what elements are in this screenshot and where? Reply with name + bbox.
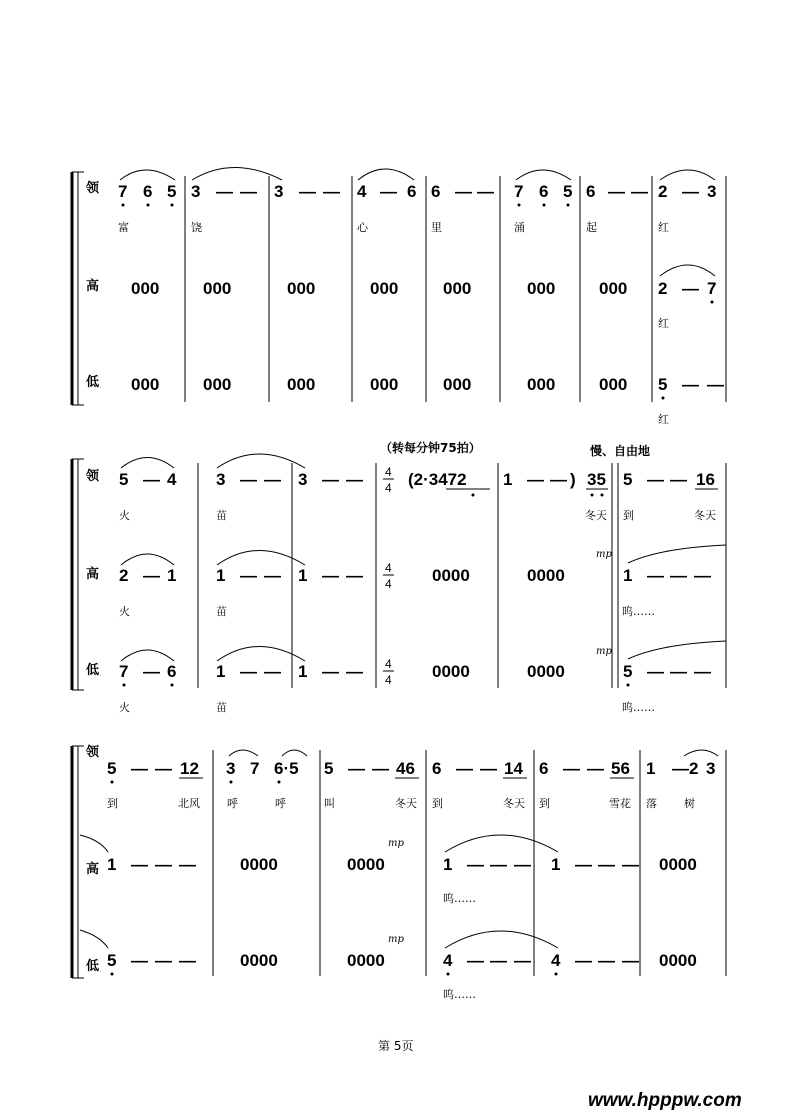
note: 5 [563,182,573,201]
lyric: 到 [539,797,550,810]
note: 3 [216,470,226,489]
note: 3 [226,759,236,778]
rest-group: 000 [599,279,628,298]
note: 1 [298,566,308,585]
dash: — [131,855,148,874]
dash: — [323,182,340,201]
rest-group: 0000 [659,855,697,874]
octave-dots [111,781,281,784]
note: 1 [623,566,633,585]
note: 6 [539,182,549,201]
system-2 [72,440,726,714]
note: 7 [250,759,260,778]
octave-dots [111,973,558,976]
page-number: 第 5页 [378,1039,414,1053]
dash: — [131,951,148,970]
part-label-lead: 领 [86,181,100,196]
dash: — [587,759,604,778]
svg-text:4: 4 [385,465,392,479]
lyric: 红 [658,317,669,330]
note: 3 [707,182,717,201]
note: 5 [107,759,117,778]
dash: — [240,470,257,489]
note: 5 [623,470,633,489]
note: 1 [298,662,308,681]
lyric: 冬天 [585,509,607,522]
part-label-lead: 领 [86,469,100,484]
note: 6 [432,759,442,778]
dash: — [131,759,148,778]
slurs [229,750,718,756]
dash: — [631,182,648,201]
note: 6 [586,182,596,201]
high-row [131,265,716,330]
dash: — [490,855,507,874]
note: 16 [696,470,715,489]
part-label-low: 低 [86,959,100,974]
part-label-low: 低 [86,663,100,678]
slurs [80,930,558,948]
note: 1 [107,855,117,874]
octave-dots [122,204,570,207]
lyric: 北风 [178,797,200,810]
rest-group: 000 [599,375,628,394]
dash: — [647,566,664,585]
note: 1 [216,662,226,681]
rest-group: 000 [527,279,556,298]
note: 4 [443,951,453,970]
dash: — [608,182,625,201]
tempo-marking: （转每分钟75拍） [380,441,481,455]
dash: — [682,182,699,201]
dash: — [563,759,580,778]
high-row [119,545,726,618]
note: 1 [443,855,453,874]
dash: — [348,759,365,778]
lyric: 呼 [227,797,238,810]
svg-text:4: 4 [385,561,392,575]
dash: — [143,470,160,489]
lyric: 到 [107,797,118,810]
note: 14 [504,759,523,778]
time-signature [383,465,394,687]
dash: — [346,470,363,489]
dash: — [694,662,711,681]
lyric: 苗 [216,701,227,714]
dash: — [240,182,257,201]
lyric: 火 [119,509,130,522]
dash: — [322,662,339,681]
low-row [119,641,726,714]
dash: — [682,375,699,394]
part-label-high: 高 [86,862,100,877]
slurs [121,454,305,468]
lyric: 苗 [216,509,227,522]
dash: — [598,855,615,874]
note: 1 [167,566,177,585]
dash: — [240,566,257,585]
system-1 [72,168,726,427]
note: 1 [551,855,561,874]
note: 1 [216,566,226,585]
lyric: 冬天 [395,797,417,810]
note: 3 [191,182,201,201]
part-label-lead: 领 [86,745,100,760]
note: 5 [167,182,177,201]
lyric: 里 [431,221,442,234]
lyric: 红 [658,413,669,426]
dash: — [155,951,172,970]
dash: — [322,566,339,585]
part-label-high: 高 [86,279,100,294]
lead-row [119,454,718,522]
dash: — [216,182,233,201]
dash: — [179,855,196,874]
dash: — [264,662,281,681]
rest-group: 0000 [432,662,470,681]
dash: — [380,182,397,201]
dash: — [346,566,363,585]
lead-row [118,168,716,235]
lyric: 呜…… [622,605,655,618]
dash: — [647,662,664,681]
note: 12 [180,759,199,778]
dash: — [480,759,497,778]
dash: — [670,662,687,681]
system-3 [72,744,726,1001]
note: 7 [514,182,524,201]
lyric: 冬天 [694,509,716,522]
close-paren: ) [570,470,576,489]
rest-group: 000 [203,375,232,394]
lyric: 红 [658,221,669,234]
dash: — [707,375,724,394]
svg-text:4: 4 [385,481,392,495]
note: 6·5 [274,759,299,778]
note: 5 [623,662,633,681]
lyric: 富 [118,221,129,234]
rest-group: 0000 [347,951,385,970]
dash: — [598,951,615,970]
rest-group: 000 [370,279,399,298]
lyric: 饶 [191,221,202,234]
rest-group: 000 [527,375,556,394]
dash: — [467,951,484,970]
dash: — [647,470,664,489]
note: 2 [658,279,668,298]
note: 2 [658,182,668,201]
dash: — [455,182,472,201]
rest-group: 0000 [240,951,278,970]
rest-group: 000 [287,375,316,394]
lyric: 呜…… [443,988,476,1001]
rest-group: 000 [131,375,160,394]
note: 56 [611,759,630,778]
rest-group: 000 [203,279,232,298]
part-label-low: 低 [86,375,100,390]
dash: — [622,951,639,970]
dash: — [575,951,592,970]
high-row [80,835,697,905]
lyric: 火 [119,605,130,618]
lyric: 到 [623,509,634,522]
rest-group: 0000 [347,855,385,874]
low-row [80,930,697,1001]
dynamic-mark: mp [596,549,612,560]
note: 6 [407,182,417,201]
note: —2 [672,759,699,778]
expression-marking: 慢、自由地 [590,444,651,458]
dash: — [179,951,196,970]
slurs [80,835,558,852]
note: 5 [119,470,129,489]
dash: — [527,470,544,489]
svg-text:4: 4 [385,577,392,591]
note: 3 [706,759,716,778]
note: 7 [707,279,717,298]
dash: — [155,759,172,778]
note: 1 [646,759,656,778]
note: 7 [118,182,128,201]
slurs [120,168,715,181]
note: 3 [298,470,308,489]
dynamic-mark: mp [596,646,612,657]
dash: — [694,566,711,585]
note: 5 [107,951,117,970]
rest-group: 000 [443,279,472,298]
note: 1 [503,470,513,489]
rest-group: 0000 [659,951,697,970]
dash: — [346,662,363,681]
dash: — [670,470,687,489]
dash: — [322,470,339,489]
note: 4 [551,951,561,970]
dash: — [622,855,639,874]
lyric: 树 [684,797,695,810]
slurs [121,641,726,661]
note: 4 [357,182,367,201]
dash: — [682,279,699,298]
low-row [131,375,724,426]
lyric: 落 [646,797,657,810]
dash: — [456,759,473,778]
dash: — [143,566,160,585]
note: 5 [324,759,334,778]
note: 7 [119,662,129,681]
note: 3 [274,182,284,201]
dash: — [490,951,507,970]
note: 46 [396,759,415,778]
rest-group: 0000 [240,855,278,874]
lyric: 心 [357,221,368,234]
dash: — [514,855,531,874]
svg-text:4: 4 [385,657,392,671]
lyric: 苗 [216,605,227,618]
dash: — [514,951,531,970]
note: 5 [658,375,668,394]
lyric: 雪花 [609,797,631,810]
dash: — [670,566,687,585]
note: 4 [167,470,177,489]
lyric: 起 [586,221,597,234]
dash: — [240,662,257,681]
note: 6 [167,662,177,681]
note: 6 [143,182,153,201]
dash: — [467,855,484,874]
dash: — [264,566,281,585]
dash: — [550,470,567,489]
lyric: 涌 [514,221,525,234]
dash: — [264,470,281,489]
rest-group: 0000 [527,662,565,681]
note: 35 [587,470,606,489]
dash: — [372,759,389,778]
octave-dots [472,494,604,497]
slurs [121,545,726,565]
intro-figure: (2·3472 [408,470,467,489]
note: 6 [431,182,441,201]
dash: — [477,182,494,201]
note: 2 [119,566,129,585]
dynamic-mark: mp [388,838,404,849]
lyric: 到 [432,797,443,810]
svg-text:4: 4 [385,673,392,687]
rest-group: 000 [370,375,399,394]
rest-group: 000 [131,279,160,298]
lyric: 火 [119,701,130,714]
part-label-high: 高 [86,567,100,582]
lyric: 叫 [324,797,335,810]
lyric: 呜…… [622,701,655,714]
dash: — [143,662,160,681]
dynamic-mark: mp [388,934,404,945]
lyric: 呜…… [443,892,476,905]
rest-group: 0000 [432,566,470,585]
lyric: 呼 [275,797,286,810]
lead-row [107,750,718,810]
rest-group: 0000 [527,566,565,585]
note: 6 [539,759,549,778]
watermark: www.hpppw.com [588,1090,742,1111]
dash: — [299,182,316,201]
dash: — [155,855,172,874]
rest-group: 000 [287,279,316,298]
lyric: 冬天 [503,797,525,810]
dash: — [575,855,592,874]
rest-group: 000 [443,375,472,394]
